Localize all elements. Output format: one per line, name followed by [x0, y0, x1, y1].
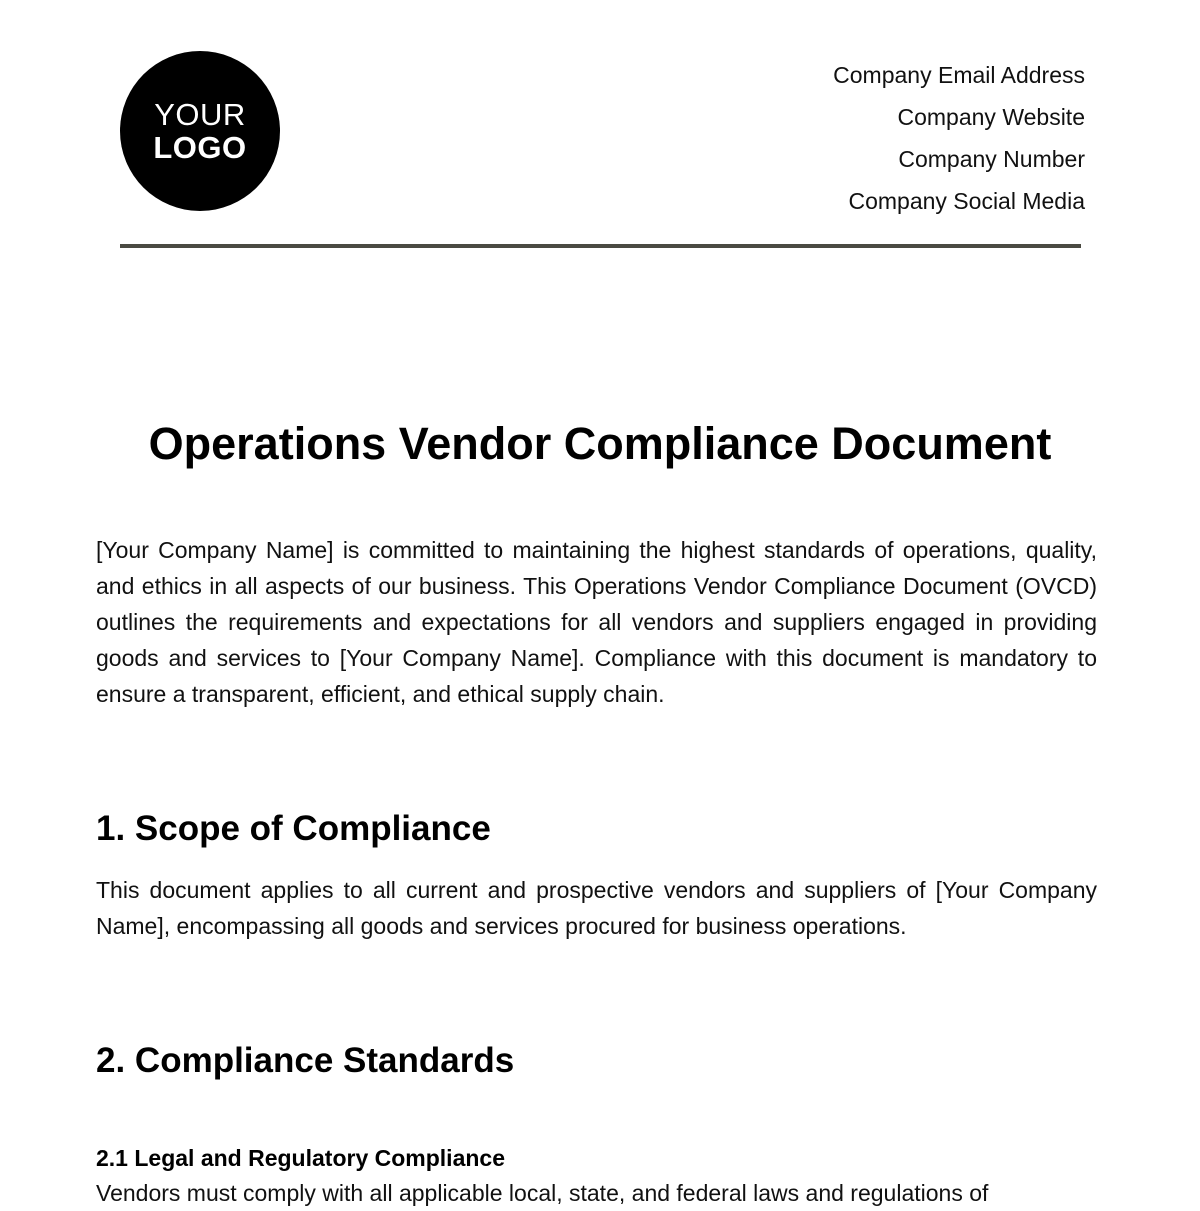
- section-text-scope: This document applies to all current and prospective vendors and suppliers of [Your Company Name], encompassing all goods and services procured for business operations.: [96, 877, 1097, 939]
- logo-text-logo: LOGO: [153, 130, 247, 165]
- company-contact-block: [833, 54, 1085, 222]
- section-heading-scope: 1. Scope of Compliance: [96, 809, 491, 848]
- section-heading-standards: 2. Compliance Standards: [96, 1041, 515, 1080]
- logo-text-your: YOUR: [154, 97, 246, 132]
- company-social-media: Company Social Media: [848, 188, 1085, 214]
- subsection-text-legal: Vendors must comply with all applicable local, state, and federal laws and regulations of: [96, 1180, 989, 1206]
- company-logo: [120, 51, 280, 211]
- company-number: Company Number: [898, 146, 1085, 172]
- header-divider: [120, 244, 1081, 248]
- document-title: Operations Vendor Compliance Document: [148, 418, 1052, 469]
- intro-paragraph: [Your Company Name] is committed to maintaining the highest standards of operations, quality, and ethics in all aspects of our business. This Operations Vendor Compliance Document (OVCD) outlines the requirements and expectations for all vendors and suppliers engaged in providing goods and services to [Your Company Name]. Compliance with this document is mandatory to ensure a transparent, efficient, and ethical supply chain.: [96, 537, 1097, 707]
- company-email: Company Email Address: [833, 62, 1085, 88]
- subsection-heading-legal: 2.1 Legal and Regulatory Compliance: [96, 1145, 505, 1171]
- company-website: Company Website: [897, 104, 1085, 130]
